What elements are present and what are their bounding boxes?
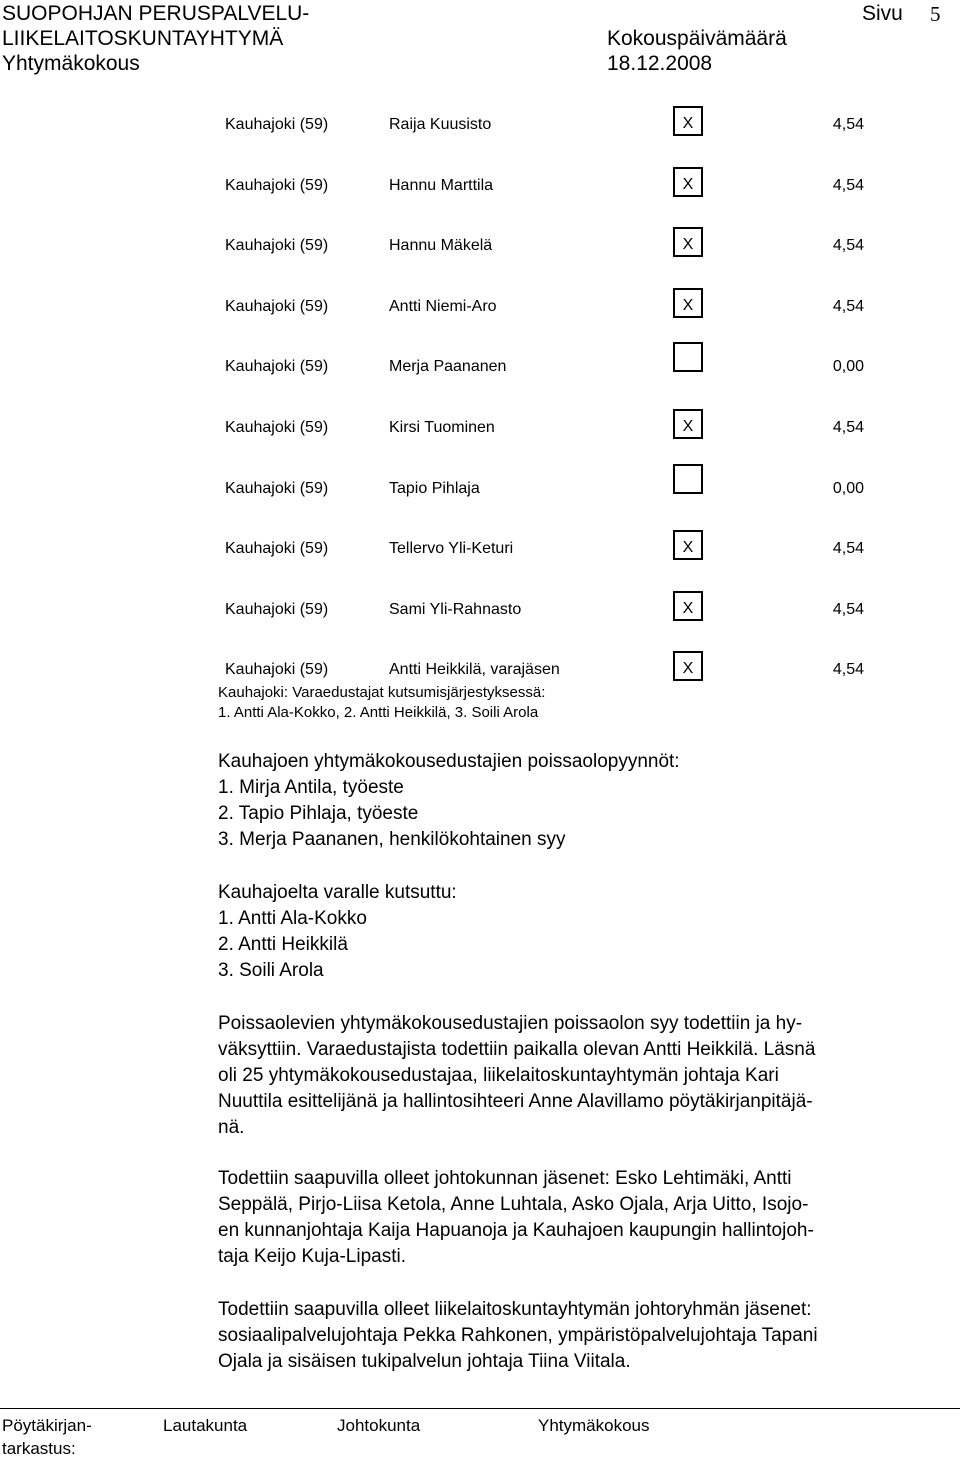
presence-checkbox — [673, 342, 703, 372]
paragraph-absence-approval — [218, 1011, 938, 1141]
paragraph-line: Todettiin saapuvilla olleet johtokunnan jäsenet: Esko Lehtimäki, Antti — [218, 1168, 792, 1189]
attendance-row — [0, 538, 960, 562]
municipality: Kauhajoki (59) — [225, 419, 329, 436]
paragraph-line: nä. — [218, 1117, 245, 1138]
paragraph-line: väksyttiin. Varaedustajista todettiin paikalla olevan Antti Heikkilä. Läsnä — [218, 1039, 816, 1060]
attendance-row — [0, 417, 960, 441]
municipality: Kauhajoki (59) — [225, 540, 329, 557]
member-name: Antti Heikkilä, varajäsen — [389, 661, 560, 678]
member-name: Hannu Mäkelä — [389, 237, 493, 254]
date-value: 18.12.2008 — [607, 52, 713, 75]
vote-weight: 4,54 — [832, 116, 864, 133]
vote-weight: 4,54 — [832, 419, 864, 436]
paragraph-line: sosiaalipalvelujohtaja Pekka Rahkonen, ympäristöpalvelujohtaja Tapani — [218, 1325, 818, 1346]
meeting-type: Yhtymäkokous — [2, 52, 140, 75]
org-name-line1: SUOPOHJAN PERUSPALVELU- — [2, 2, 310, 25]
vote-weight: 4,54 — [832, 177, 864, 194]
presence-checkbox — [673, 464, 703, 494]
member-name: Merja Paananen — [389, 358, 507, 375]
municipality: Kauhajoki (59) — [225, 661, 329, 678]
member-name: Sami Yli-Rahnasto — [389, 601, 522, 618]
paragraph-line: Todettiin saapuvilla olleet liikelaitoskuntayhtymän johtoryhmän jäsenet: — [218, 1299, 812, 1320]
attendance-row — [0, 175, 960, 199]
vote-weight: 0,00 — [832, 480, 864, 497]
member-name: Raija Kuusisto — [389, 116, 492, 133]
footer-divider — [0, 1408, 960, 1409]
paragraph-line: en kunnanjohtaja Kaija Hapuanoja ja Kauhajoen kaupungin hallintojoh- — [218, 1220, 814, 1241]
presence-checkbox: X — [673, 106, 703, 136]
attendance-row — [0, 599, 960, 623]
footer-check-label-line2: tarkastus: — [2, 1439, 76, 1458]
paragraph-line: Ojala ja sisäisen tukipalvelun johtaja Tiina Viitala. — [218, 1351, 631, 1372]
absence-item: 1. Mirja Antila, työeste — [218, 777, 404, 798]
paragraph-line: Nuuttila esittelijänä ja hallintosihteeri Anne Alavillamo pöytäkirjanpitäjä- — [218, 1091, 813, 1112]
called-in-title: Kauhajoelta varalle kutsuttu: — [218, 882, 457, 903]
member-name: Kirsi Tuominen — [389, 419, 495, 436]
paragraph-line: Poissaolevien yhtymäkokousedustajien poissaolon syy todettiin ja hy- — [218, 1013, 803, 1034]
vote-weight: 0,00 — [832, 358, 864, 375]
member-name: Antti Niemi-Aro — [389, 298, 497, 315]
presence-checkbox: X — [673, 530, 703, 560]
presence-checkbox: X — [673, 288, 703, 318]
presence-checkbox: X — [673, 591, 703, 621]
presence-checkbox: X — [673, 651, 703, 681]
attendance-row — [0, 296, 960, 320]
called-in-item: 1. Antti Ala-Kokko — [218, 908, 367, 929]
footer-col-johtokunta: Johtokunta — [337, 1416, 421, 1435]
member-name: Tellervo Yli-Keturi — [389, 540, 514, 557]
municipality: Kauhajoki (59) — [225, 480, 329, 497]
attendance-row — [0, 235, 960, 259]
footer-col-lautakunta: Lautakunta — [163, 1416, 248, 1435]
vote-weight: 4,54 — [832, 298, 864, 315]
org-name-line2: LIIKELAITOSKUNTAYHTYMÄ — [2, 27, 284, 50]
called-in-item: 3. Soili Arola — [218, 960, 324, 981]
substitutes-note-line2: 1. Antti Ala-Kokko, 2. Antti Heikkilä, 3. Soili Arola — [218, 704, 539, 721]
municipality: Kauhajoki (59) — [225, 298, 329, 315]
footer-check-label-line1: Pöytäkirjan- — [2, 1416, 92, 1435]
paragraph-line: Seppälä, Pirjo-Liisa Ketola, Anne Luhtala, Asko Ojala, Arja Uitto, Isojo- — [218, 1194, 809, 1215]
paragraph-board-members — [218, 1166, 938, 1270]
called-in-item: 2. Antti Heikkilä — [218, 934, 348, 955]
municipality: Kauhajoki (59) — [225, 116, 329, 133]
attendance-row — [0, 114, 960, 138]
attendance-row — [0, 478, 960, 502]
member-name: Tapio Pihlaja — [389, 480, 480, 497]
vote-weight: 4,54 — [832, 601, 864, 618]
municipality: Kauhajoki (59) — [225, 358, 329, 375]
date-label: Kokouspäivämäärä — [607, 27, 787, 50]
presence-checkbox: X — [673, 167, 703, 197]
footer-col-yhtymakokous: Yhtymäkokous — [538, 1416, 650, 1435]
vote-weight: 4,54 — [832, 237, 864, 254]
municipality: Kauhajoki (59) — [225, 237, 329, 254]
substitutes-note-line1: Kauhajoki: Varaedustajat kutsumisjärjestyksessä: — [218, 684, 546, 701]
presence-checkbox: X — [673, 409, 703, 439]
municipality: Kauhajoki (59) — [225, 177, 329, 194]
municipality: Kauhajoki (59) — [225, 601, 329, 618]
paragraph-management-team — [218, 1297, 938, 1375]
page-label: Sivu — [862, 2, 903, 25]
paragraph-line: oli 25 yhtymäkokousedustajaa, liikelaitoskuntayhtymän johtaja Kari — [218, 1065, 779, 1086]
page-number: 5 — [930, 2, 941, 26]
attendance-row — [0, 356, 960, 380]
absences-title: Kauhajoen yhtymäkokousedustajien poissaolopyynnöt: — [218, 751, 680, 772]
member-name: Hannu Marttila — [389, 177, 494, 194]
vote-weight: 4,54 — [832, 661, 864, 678]
presence-checkbox: X — [673, 227, 703, 257]
paragraph-line: taja Keijo Kuja-Lipasti. — [218, 1246, 406, 1267]
absence-item: 3. Merja Paananen, henkilökohtainen syy — [218, 829, 566, 850]
attendance-row — [0, 659, 960, 683]
vote-weight: 4,54 — [832, 540, 864, 557]
absence-item: 2. Tapio Pihlaja, työeste — [218, 803, 419, 824]
